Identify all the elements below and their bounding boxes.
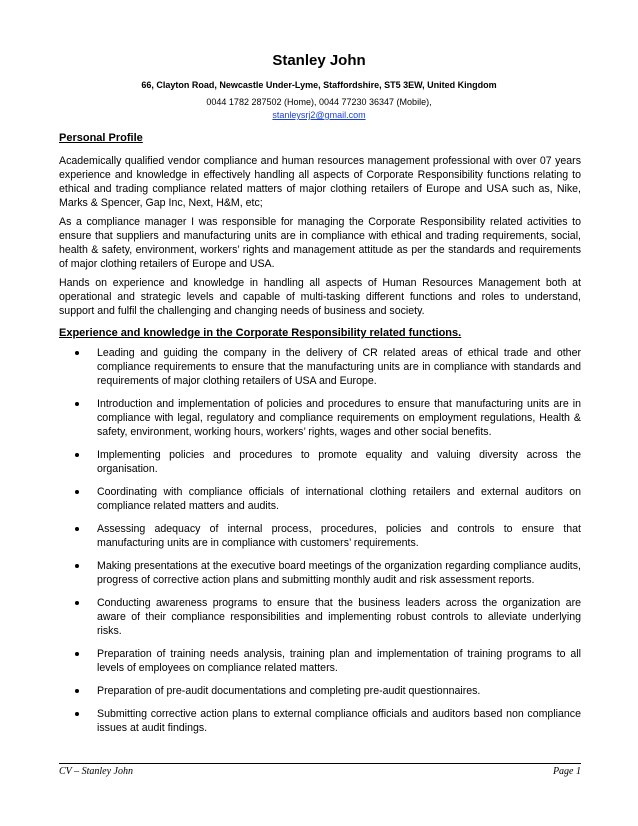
candidate-name: Stanley John — [272, 52, 366, 69]
list-item-text: Making presentations at the executive board meetings of the organization regarding compliance audits, progress of corrective action plans and submitting monthly audit and risk assessment reports. — [97, 560, 581, 586]
list-item — [59, 559, 581, 587]
bullet-icon — [75, 652, 79, 656]
footer-page-number: Page 1 — [552, 766, 581, 777]
experience-heading — [59, 326, 581, 340]
list-item-text: Preparation of training needs analysis, training plan and implementation of training programs to all levels of employees on compliance related matters. — [97, 648, 581, 674]
experience-heading-prefix: Experience and knowledge in the — [59, 327, 236, 339]
bullet-icon — [75, 712, 79, 716]
experience-list — [59, 346, 581, 735]
bullet-icon — [75, 402, 79, 406]
profile-paragraph: As a compliance manager I was responsible for managing the Corporate Responsibility related activities to ensure that suppliers and manufacturing units are in compliance with ethical and trading requirements, social, health & safety, environment, workers’ rights and management attitude as per the standards and requirements of major clothing retailers of Europe and USA. — [59, 216, 581, 270]
bullet-icon — [75, 490, 79, 494]
footer-title: CV – Stanley John — [59, 766, 133, 777]
candidate-address: 66, Clayton Road, Newcastle Under-Lyme, Staffordshire, ST5 3EW, United Kingdom — [141, 80, 497, 90]
list-item-text: Leading and guiding the company in the delivery of CR related areas of ethical trade and other compliance requirements to ensure that the manufacturing units are in compliance with standards and requirements of major clothing retailers of USA and Europe. — [97, 347, 581, 387]
list-item-text: Conducting awareness programs to ensure that the business leaders across the organization are aware of their compliance responsibilities and implementing robust controls to alleviate underlying risks. — [97, 597, 581, 637]
list-item — [59, 522, 581, 550]
bullet-icon — [75, 453, 79, 457]
candidate-email-link[interactable]: stanleysrj2@gmail.com — [272, 110, 366, 120]
bullet-icon — [75, 351, 79, 355]
list-item — [59, 596, 581, 638]
list-item — [59, 485, 581, 513]
bullet-icon — [75, 601, 79, 605]
list-item — [59, 647, 581, 675]
bullet-icon — [75, 564, 79, 568]
profile-paragraph: Academically qualified vendor compliance and human resources management professional with over 07 years experience and knowledge in effectively handling all aspects of Corporate Responsibility functions relating to ethical and trading compliance related matters of major clothing retailers of Europe and USA such as, Nike, Marks & Spencer, Gap Inc, Next, H&M, etc; — [59, 155, 581, 209]
experience-heading-main: Corporate Responsibility related functions. — [235, 327, 462, 339]
list-item-text: Submitting corrective action plans to external compliance officials and auditors based non compliance issues at audit findings. — [97, 708, 581, 734]
list-item-text: Implementing policies and procedures to promote equality and valuing diversity across the organisation. — [97, 449, 581, 475]
cv-body — [59, 131, 581, 744]
bullet-icon — [75, 527, 79, 531]
list-item-text: Preparation of pre-audit documentations and completing pre-audit questionnaires. — [97, 685, 481, 697]
list-item-text: Coordinating with compliance officials of international clothing retailers and external auditors on compliance related matters and audits. — [97, 486, 581, 512]
list-item-text: Introduction and implementation of policies and procedures to ensure that manufacturing units are in compliance with legal, regulatory and compliance requirements on employment regulations, Health & safety, environment, working hours, workers’ rights, wages and other social benefits. — [97, 398, 581, 438]
personal-profile-heading: Personal Profile — [59, 132, 143, 144]
list-item — [59, 448, 581, 476]
list-item-text: Assessing adequacy of internal process, procedures, policies and controls to ensure that manufacturing units are in compliance with customers’ requirements. — [97, 523, 581, 549]
list-item — [59, 346, 581, 388]
candidate-phone: 0044 1782 287502 (Home), 0044 77230 36347 (Mobile), — [206, 97, 432, 107]
bullet-icon — [75, 689, 79, 693]
list-item — [59, 707, 581, 735]
footer-divider — [59, 763, 581, 764]
list-item — [59, 397, 581, 439]
profile-paragraph: Hands on experience and knowledge in handling all aspects of Human Resources Management both at operational and strategic levels and capable of multi-tasking different functions and roles to understand, support and fulfil the challenging and changing needs of business and society. — [59, 277, 581, 317]
list-item — [59, 684, 581, 698]
